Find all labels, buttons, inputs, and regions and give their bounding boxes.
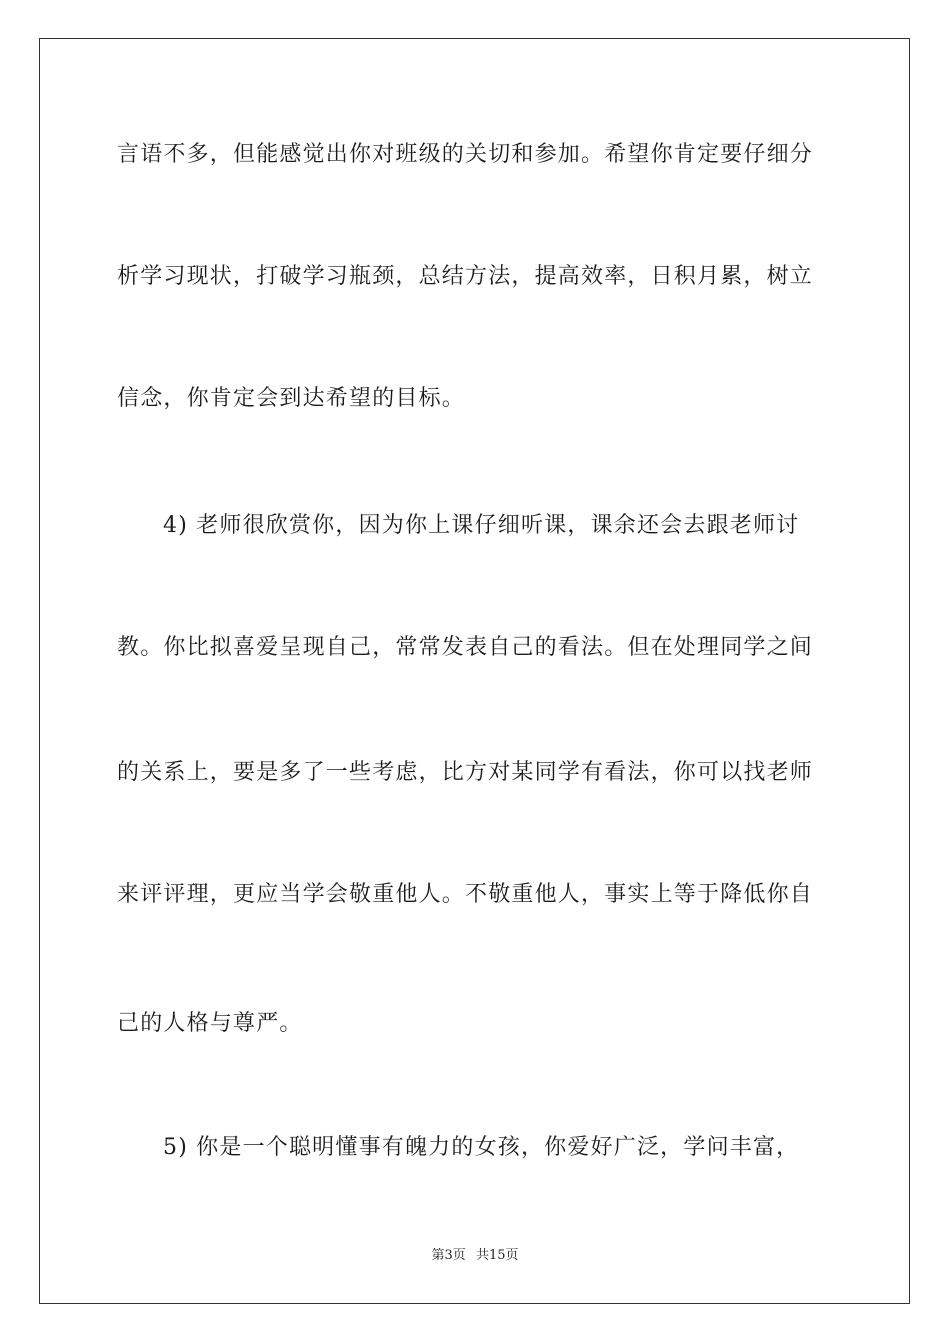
text-line: 4) 老师很欣赏你，因为你上课仔细听课，课余还会去跟老师讨 xyxy=(163,513,800,538)
text-line: 言语不多，但能感觉出你对班级的关切和参加。希望你肯定要仔细分 xyxy=(117,142,814,167)
text-line: 己的人格与尊严。 xyxy=(117,1011,303,1036)
text-line: 教。你比拟喜爱呈现自己，常常发表自己的看法。但在处理同学之间 xyxy=(117,635,814,660)
text-line: 的关系上，要是多了一些考虑，比方对某同学有看法，你可以找老师 xyxy=(117,760,814,785)
page-total: 共15页 xyxy=(475,1248,519,1263)
page-footer xyxy=(0,1246,950,1266)
text-line: 来评评理，更应当学会敬重他人。不敬重他人，事实上等于降低你自 xyxy=(117,882,814,907)
text-line: 5) 你是一个聪明懂事有魄力的女孩，你爱好广泛，学问丰富， xyxy=(163,1135,800,1160)
page-number: 第3页 xyxy=(431,1248,466,1263)
page-border xyxy=(39,38,910,1304)
text-line: 信念，你肯定会到达希望的目标。 xyxy=(117,386,466,411)
text-line: 析学习现状，打破学习瓶颈，总结方法，提高效率，日积月累，树立 xyxy=(117,264,814,289)
